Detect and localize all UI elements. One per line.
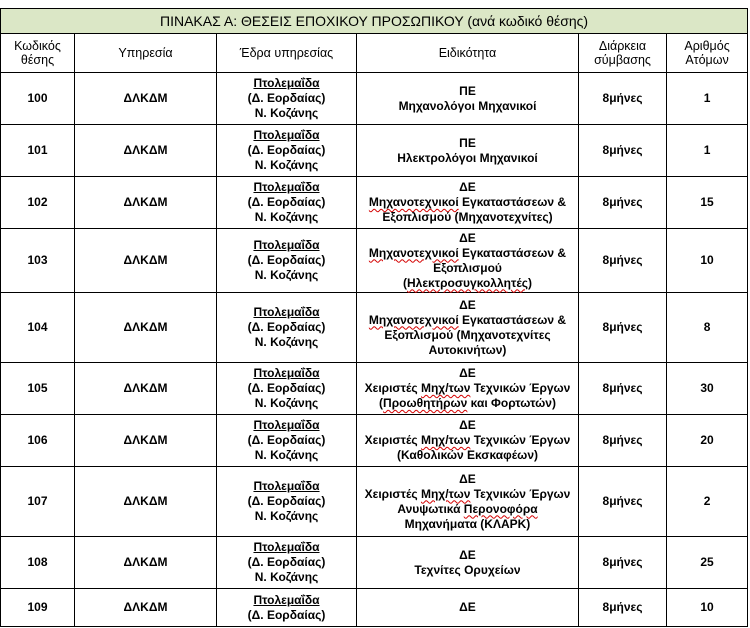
specialty-line: (Προωθητήρων και Φορτωτών): [379, 396, 556, 410]
cell-count: 1: [667, 125, 748, 177]
cell-dept: ΔΛΚΔΜ: [75, 177, 217, 229]
cell-dept: ΔΛΚΔΜ: [75, 293, 217, 363]
location-line: Ν. Κοζάνης: [254, 570, 319, 584]
specialty-line: Εξοπλισμού (Μηχανοτεχνίτες): [382, 210, 553, 224]
specialty-line: ΔΕ: [459, 600, 476, 614]
cell-duration: 8μήνες: [579, 467, 667, 537]
cell-dept: ΔΛΚΔΜ: [75, 73, 217, 125]
cell-specialty: [357, 293, 579, 363]
cell-location: [217, 229, 357, 293]
location-line: (Δ. Εορδαίας): [247, 607, 326, 622]
cell-location: [217, 363, 357, 415]
table-row: [1, 293, 748, 363]
header-location: Έδρα υπηρεσίας: [217, 34, 357, 73]
cell-specialty: [357, 229, 579, 293]
specialty-line: Εξοπλισμού (Μηχανοτεχνίτες: [384, 327, 551, 342]
header-row: [1, 34, 748, 73]
cell-specialty: [357, 125, 579, 177]
location-line: Πτολεμαΐδα: [253, 76, 320, 90]
table-row: [1, 229, 748, 293]
cell-duration: 8μήνες: [579, 589, 667, 627]
specialty-line: ΔΕ: [459, 366, 476, 380]
location-line: Ν. Κοζάνης: [254, 448, 319, 462]
specialty-line: Μηχανοτεχνικοί Εγκαταστάσεων &: [368, 195, 567, 209]
specialty-line: Μηχανοτεχνικοί Εγκαταστάσεων &: [368, 245, 567, 260]
cell-specialty: [357, 537, 579, 589]
location-line: Πτολεμαΐδα: [253, 238, 320, 252]
cell-count: 15: [667, 177, 748, 229]
specialty-line: Χειριστές Μηχ/των Τεχνικών Έργων: [364, 381, 571, 395]
location-line: Πτολεμαΐδα: [253, 128, 320, 142]
specialty-line: Χειριστές Μηχ/των Τεχνικών Έργων: [364, 433, 571, 447]
specialty-line: Ηλεκτρολόγοι Μηχανικοί: [397, 150, 538, 165]
cell-specialty: [357, 73, 579, 125]
cell-code: 102: [1, 177, 75, 229]
cell-code: 100: [1, 73, 75, 125]
specialty-line: Τεχνίτες Ορυχείων: [414, 562, 521, 577]
specialty-line: (Ηλεκτροσυγκολλητές): [402, 275, 532, 290]
location-line: (Δ. Εορδαίας): [247, 381, 326, 395]
cell-code: 108: [1, 537, 75, 589]
location-line: (Δ. Εορδαίας): [247, 195, 326, 209]
specialty-line: ΔΕ: [459, 418, 476, 432]
cell-specialty: [357, 415, 579, 467]
location-line: (Δ. Εορδαίας): [247, 320, 326, 334]
cell-duration: 8μήνες: [579, 73, 667, 125]
cell-duration: 8μήνες: [579, 293, 667, 363]
cell-code: 105: [1, 363, 75, 415]
location-line: Πτολεμαΐδα: [253, 479, 320, 493]
cell-dept: ΔΛΚΔΜ: [75, 415, 217, 467]
table-row: [1, 125, 748, 177]
positions-table: [0, 8, 748, 627]
cell-dept: ΔΛΚΔΜ: [75, 363, 217, 415]
cell-duration: 8μήνες: [579, 537, 667, 589]
table-row: [1, 415, 748, 467]
table-row: [1, 537, 748, 589]
location-line: Πτολεμαΐδα: [253, 366, 320, 380]
cell-code: 107: [1, 467, 75, 537]
specialty-line: Αυτοκινήτων): [428, 342, 507, 357]
header-dept: Υπηρεσία: [75, 34, 217, 73]
location-line: Ν. Κοζάνης: [254, 210, 319, 224]
specialty-line: ΔΕ: [459, 180, 476, 194]
cell-location: [217, 415, 357, 467]
cell-duration: 8μήνες: [579, 177, 667, 229]
location-line: (Δ. Εορδαίας): [247, 143, 326, 157]
cell-code: 104: [1, 293, 75, 363]
cell-duration: 8μήνες: [579, 363, 667, 415]
specialty-line: Χειριστές Μηχ/των Τεχνικών Έργων: [364, 486, 571, 501]
location-line: Ν. Κοζάνης: [254, 158, 319, 172]
cell-dept: ΔΛΚΔΜ: [75, 229, 217, 293]
cell-dept: ΔΛΚΔΜ: [75, 589, 217, 627]
location-line: Ν. Κοζάνης: [254, 509, 319, 523]
table-row: [1, 363, 748, 415]
header-duration: Διάρκεια σύμβασης: [579, 34, 667, 73]
location-line: Πτολεμαΐδα: [253, 305, 320, 319]
cell-dept: ΔΛΚΔΜ: [75, 125, 217, 177]
table-row: [1, 73, 748, 125]
location-line: (Δ. Εορδαίας): [247, 91, 326, 105]
location-line: (Δ. Εορδαίας): [247, 555, 326, 569]
location-line: Πτολεμαΐδα: [253, 180, 320, 194]
cell-location: [217, 537, 357, 589]
cell-count: 10: [667, 589, 748, 627]
specialty-line: Μηχανολόγοι Μηχανικοί: [398, 98, 537, 113]
specialty-line: ΠΕ: [459, 135, 476, 150]
cell-location: [217, 73, 357, 125]
cell-specialty: [357, 467, 579, 537]
cell-location: [217, 589, 357, 627]
cell-code: 109: [1, 589, 75, 627]
cell-specialty: [357, 589, 579, 627]
specialty-line: ΔΕ: [459, 471, 476, 486]
cell-specialty: [357, 363, 579, 415]
cell-dept: ΔΛΚΔΜ: [75, 467, 217, 537]
cell-count: 2: [667, 467, 748, 537]
cell-count: 30: [667, 363, 748, 415]
cell-count: 8: [667, 293, 748, 363]
cell-code: 101: [1, 125, 75, 177]
specialty-line: ΔΕ: [459, 547, 476, 562]
specialty-line: ΔΕ: [459, 230, 476, 245]
cell-dept: ΔΛΚΔΜ: [75, 537, 217, 589]
cell-count: 20: [667, 415, 748, 467]
cell-location: [217, 467, 357, 537]
cell-duration: 8μήνες: [579, 229, 667, 293]
cell-code: 103: [1, 229, 75, 293]
specialty-line: Μηχανήματα (ΚΛΑΡΚ): [404, 516, 531, 531]
cell-location: [217, 125, 357, 177]
location-line: Ν. Κοζάνης: [254, 268, 319, 282]
specialty-line: ΠΕ: [459, 83, 476, 98]
cell-location: [217, 293, 357, 363]
table-title: ΠΙΝΑΚΑΣ Α: ΘΕΣΕΙΣ ΕΠΟΧΙΚΟΥ ΠΡΟΣΩΠΙΚΟΥ (ανά κωδικό θέσης): [1, 9, 748, 34]
specialty-line: Μηχανοτεχνικοί Εγκαταστάσεων &: [368, 312, 567, 327]
cell-specialty: [357, 177, 579, 229]
location-line: (Δ. Εορδαίας): [247, 253, 326, 267]
table-title-row: [1, 9, 748, 34]
specialty-line: Εξοπλισμού: [433, 260, 502, 275]
header-specialty: Ειδικότητα: [357, 34, 579, 73]
location-line: Πτολεμαΐδα: [253, 540, 320, 554]
cell-code: 106: [1, 415, 75, 467]
location-line: Πτολεμαΐδα: [253, 418, 320, 432]
specialty-line: Ανυψωτικά Περονοφόρα: [397, 501, 538, 516]
specialty-line: (Καθολικών Εκσκαφέων): [396, 448, 538, 462]
cell-count: 1: [667, 73, 748, 125]
cell-location: [217, 177, 357, 229]
location-line: Ν. Κοζάνης: [254, 396, 319, 410]
cell-duration: 8μήνες: [579, 415, 667, 467]
cell-duration: 8μήνες: [579, 125, 667, 177]
location-line: Ν. Κοζάνης: [254, 106, 319, 120]
cell-count: 10: [667, 229, 748, 293]
header-code: Κωδικός θέσης: [1, 34, 75, 73]
table-row: [1, 467, 748, 537]
specialty-line: ΔΕ: [459, 297, 476, 312]
location-line: Πτολεμαΐδα: [253, 592, 320, 607]
table-row: [1, 177, 748, 229]
location-line: Ν. Κοζάνης: [254, 335, 319, 349]
table-row: [1, 589, 748, 627]
header-count: Αριθμός Ατόμων: [667, 34, 748, 73]
cell-count: 25: [667, 537, 748, 589]
location-line: (Δ. Εορδαίας): [247, 494, 326, 508]
location-line: (Δ. Εορδαίας): [247, 433, 326, 447]
